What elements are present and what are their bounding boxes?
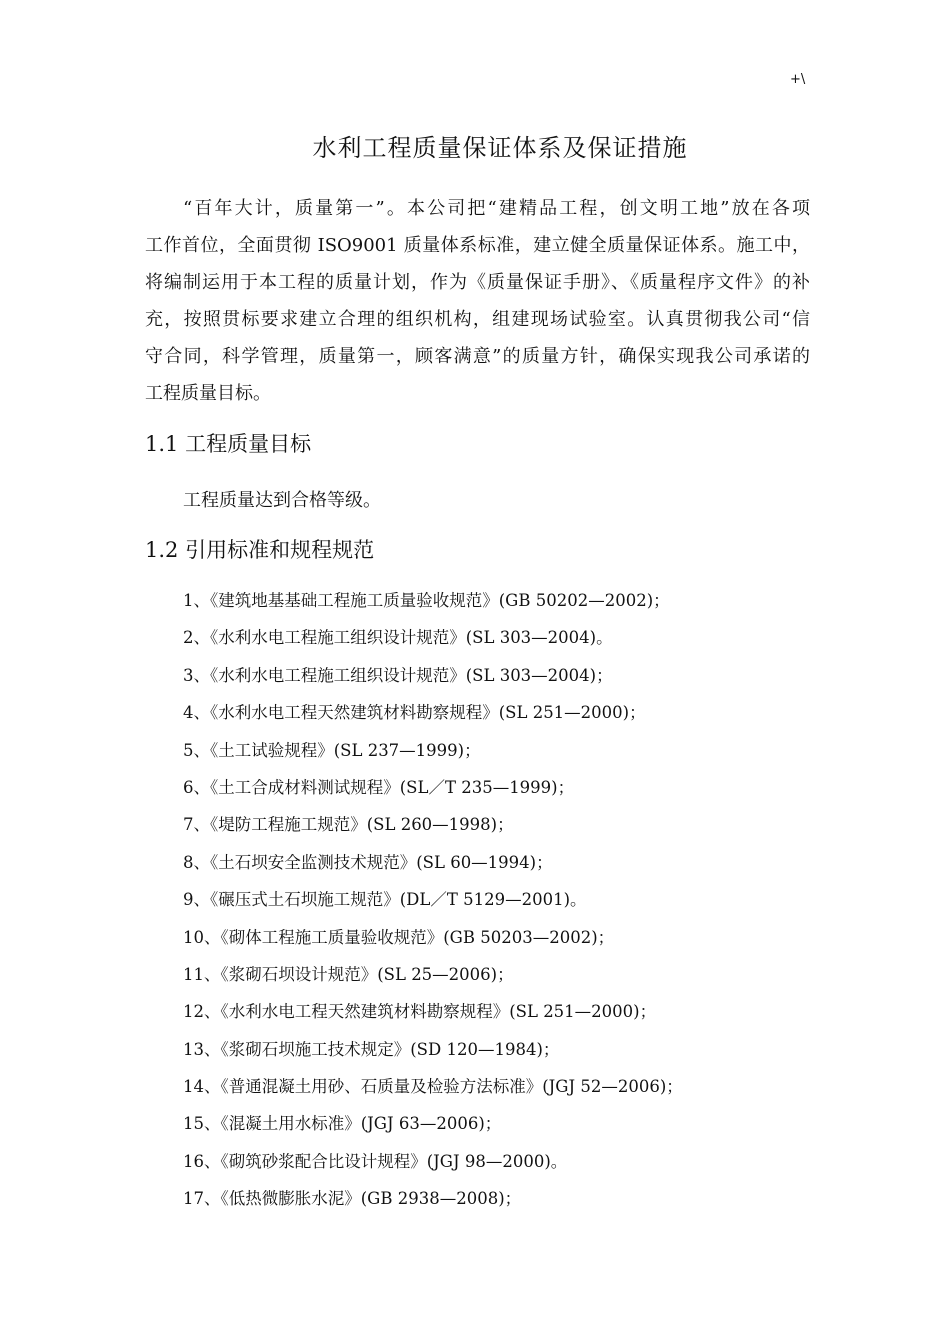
list-item: 9、《碾压式土石坝施工规范》(DL／T 5129—2001)。 [183, 890, 587, 910]
list-item: 11、《浆砌石坝设计规范》(SL 25—2006)； [183, 964, 514, 984]
list-item: 8、《土石坝安全监测技术规范》(SL 60—1994)； [183, 852, 553, 872]
intro-line: 将编制运用于本工程的质量计划，作为《质量保证手册》、《质量程序文件》的补 [145, 272, 810, 293]
list-item: 12、《水利水电工程天然建筑材料勘察规程》(SL 251—2000)； [183, 1002, 657, 1022]
list-item: 5、《土工试验规程》(SL 237—1999)； [183, 740, 481, 760]
intro-line: “百年大计，质量第一”。本公司把“建精品工程，创文明工地”放在各项 [183, 198, 810, 219]
intro-line: 守合同，科学管理，质量第一，顾客满意”的质量方针，确保实现我公司承诺的 [145, 346, 810, 367]
list-item: 4、《水利水电工程天然建筑材料勘察规程》(SL 251—2000)； [183, 703, 646, 723]
intro-line: 工程质量目标。 [145, 383, 271, 404]
quality-goal-text: 工程质量达到合格等级。 [183, 490, 381, 511]
list-item: 6、《土工合成材料测试规程》(SL／T 235—1999)； [183, 777, 575, 797]
list-item: 14、《普通混凝土用砂、石质量及检验方法标准》(JGJ 52—2006)； [183, 1077, 683, 1097]
list-item: 3、《水利水电工程施工组织设计规范》(SL 303—2004)； [183, 665, 613, 685]
intro-line: 工作首位，全面贯彻 ISO9001 质量体系标准，建立健全质量保证体系。施工中， [145, 235, 810, 256]
list-item: 7、《堤防工程施工规范》(SL 260—1998)； [183, 815, 514, 835]
list-item: 17、《低热微膨胀水泥》(GB 2938—2008)； [183, 1189, 522, 1209]
intro-paragraph [145, 190, 810, 412]
list-item: 1、《建筑地基基础工程施工质量验收规范》(GB 50202—2002)； [183, 591, 670, 610]
intro-line: 充，按照贯标要求建立合理的组织机构，组建现场试验室。认真贯彻我公司“信 [145, 309, 810, 330]
list-item: 16、《砌筑砂浆配合比设计规程》(JGJ 98—2000)。 [183, 1151, 568, 1171]
corner-mark: +\ [790, 72, 806, 87]
section-heading-quality-goal: 1.1 工程质量目标 [145, 432, 312, 456]
document-title: 水利工程质量保证体系及保证措施 [312, 134, 688, 162]
list-item: 13、《浆砌石坝施工技术规定》(SD 120—1984)； [183, 1039, 560, 1059]
list-item: 2、《水利水电工程施工组织设计规范》(SL 303—2004)。 [183, 628, 613, 648]
section-heading-standards: 1.2 引用标准和规程规范 [145, 538, 375, 562]
standards-list [183, 586, 683, 1222]
list-item: 10、《砌体工程施工质量验收规范》(GB 50203—2002)； [183, 927, 615, 947]
list-item: 15、《混凝土用水标准》(JGJ 63—2006)； [183, 1114, 502, 1134]
